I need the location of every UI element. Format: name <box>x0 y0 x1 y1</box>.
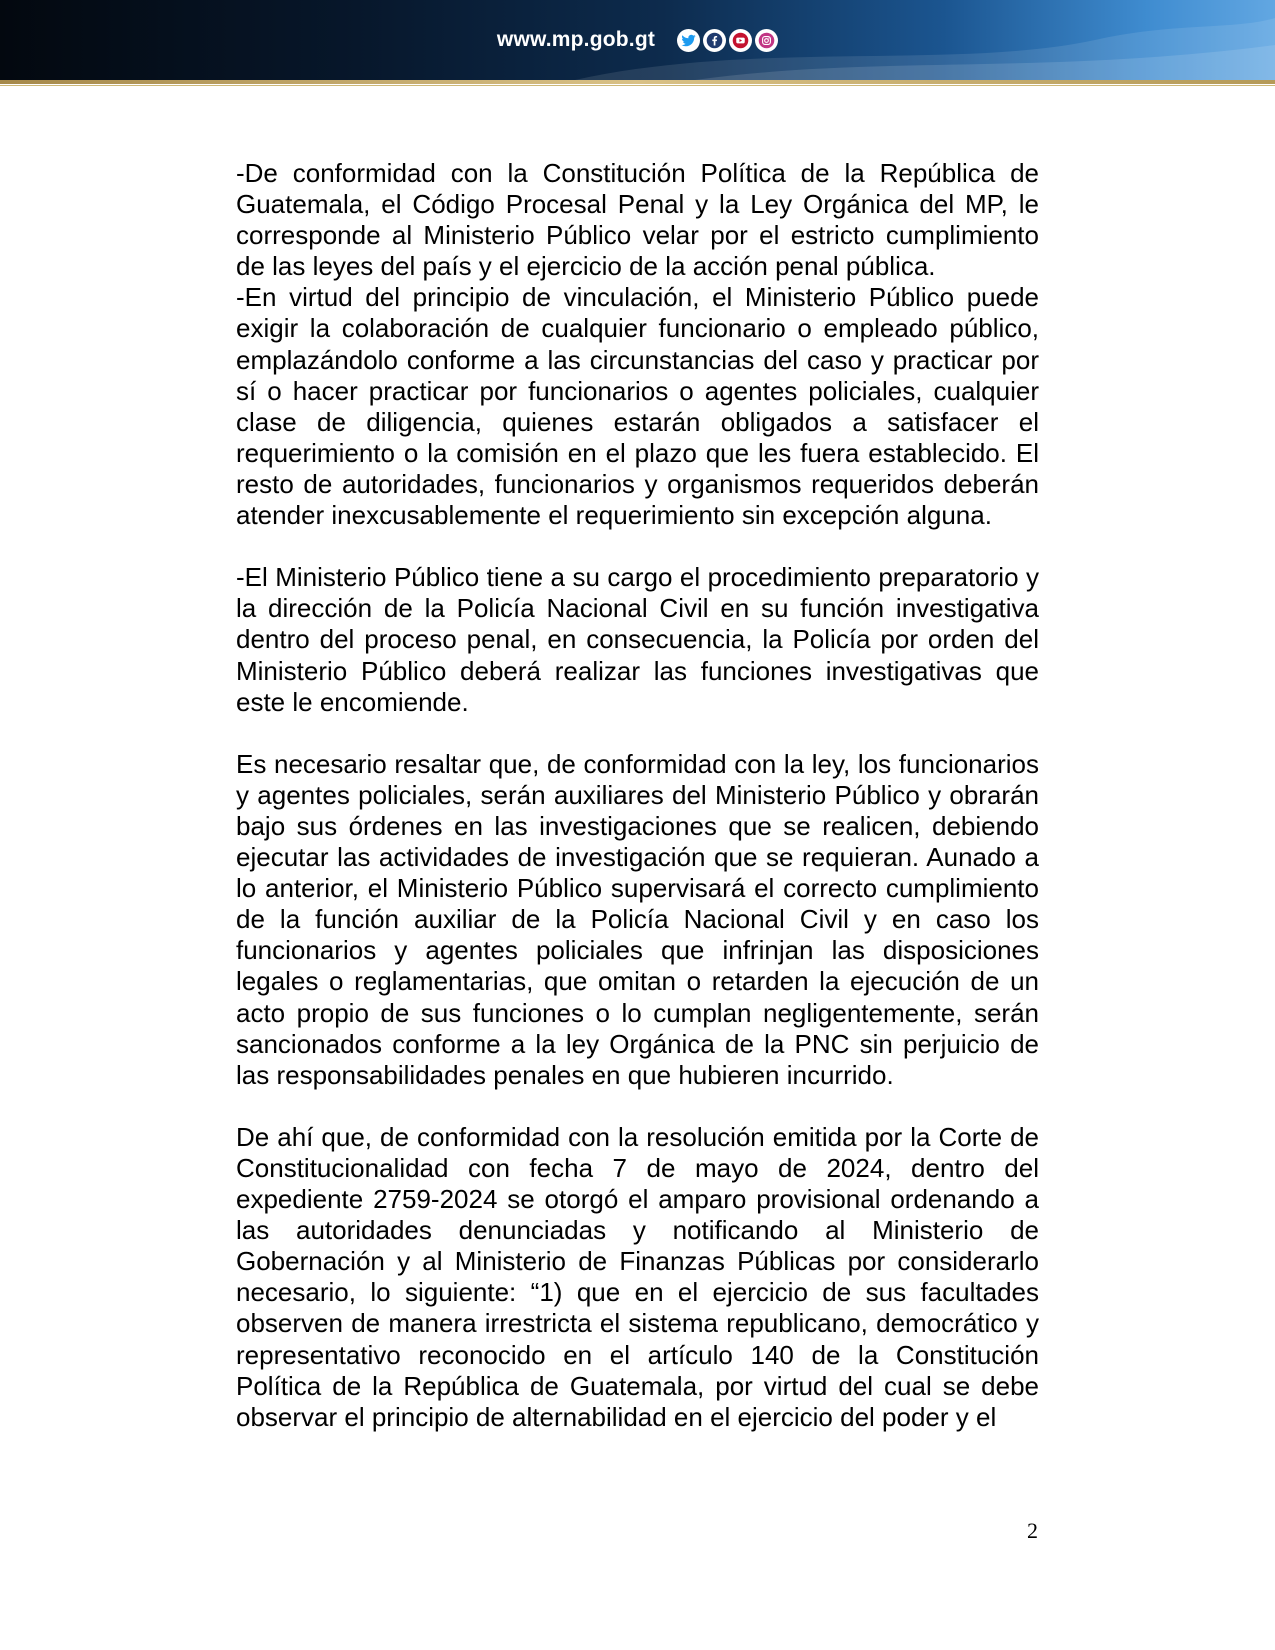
facebook-icon[interactable] <box>703 29 726 52</box>
social-icons <box>677 29 778 52</box>
header-gold-line <box>0 80 1275 84</box>
paragraph-police-auxiliaries: Es necesario resaltar que, de conformidad con la ley, los funcionarios y agentes policiales, serán auxiliares del Ministerio Público y obrarán bajo sus órdenes en las investigaciones que se realicen, debiendo ejecutar las actividades de investigación que se requieran. Aunado a lo anterior, el Ministerio Público supervisará el correcto cumplimiento de la función auxiliar de la Policía Nacional Civil y en caso los funcionarios y agentes policiales que infrinjan las disposiciones legales o reglamentarias, que omitan o retarden la ejecución de un acto propio de sus funciones o lo cumplan negligentemente, serán sancionados conforme a la ley Orgánica de la PNC sin perjuicio de las responsabilidades penales en que hubieren incurrido. <box>236 748 1039 1090</box>
header-site-row <box>0 24 1275 56</box>
paragraph-constitution: -De conformidad con la Constitución Política de la República de Guatemala, el Código Procesal Penal y la Ley Orgánica del MP, le corresponde al Ministerio Público velar por el estricto cumplimiento de las leyes del país y el ejercicio de la acción penal pública. <box>236 158 1039 282</box>
youtube-icon[interactable] <box>729 29 752 52</box>
page-number: 2 <box>1027 1518 1038 1543</box>
paragraph-court-resolution: De ahí que, de conformidad con la resolución emitida por la Corte de Constitucionalidad con fecha 7 de mayo de 2024, dentro del expediente 2759-2024 se otorgó el amparo provisional ordenando a las autoridades denunciadas y notificando al Ministerio de Gobernación y al Ministerio de Finanzas Públicas por considerarlo necesario, lo siguiente: “1) que en el ejercicio de sus facultades observen de manera irrestricta el sistema republicano, democrático y representativo reconocido en el artículo 140 de la Constitución Política de la República de Guatemala, por virtud del cual se debe observar el principio de alternabilidad en el ejercicio del poder y el <box>236 1121 1039 1432</box>
paragraph-vinculation: -En virtud del principio de vinculación, el Ministerio Público puede exigir la colaboración de cualquier funcionario o empleado público, emplazándolo conforme a las circunstancias del caso y practicar por sí o hacer practicar por funcionarios o agentes policiales, cualquier clase de diligencia, quienes estarán obligados a satisfacer el requerimiento o la comisión en el plazo que les fuera establecido. El resto de autoridades, funcionarios y organismos requeridos deberán atender inexcusablemente el requerimiento sin excepción alguna. <box>236 282 1039 531</box>
paragraph-preparatory-procedure: -El Ministerio Público tiene a su cargo el procedimiento preparatorio y la dirección de la Policía Nacional Civil en su función investigativa dentro del proceso penal, en consecuencia, la Policía por orden del Ministerio Público deberá realizar las funciones investigativas que este le encomiende. <box>236 562 1039 717</box>
site-url-link[interactable]: www.mp.gob.gt <box>496 28 656 51</box>
twitter-icon[interactable] <box>677 29 700 52</box>
header-gold-thin-line <box>0 85 1275 86</box>
document-body <box>236 158 1039 1433</box>
instagram-icon[interactable] <box>755 29 778 52</box>
header-band <box>0 0 1275 80</box>
